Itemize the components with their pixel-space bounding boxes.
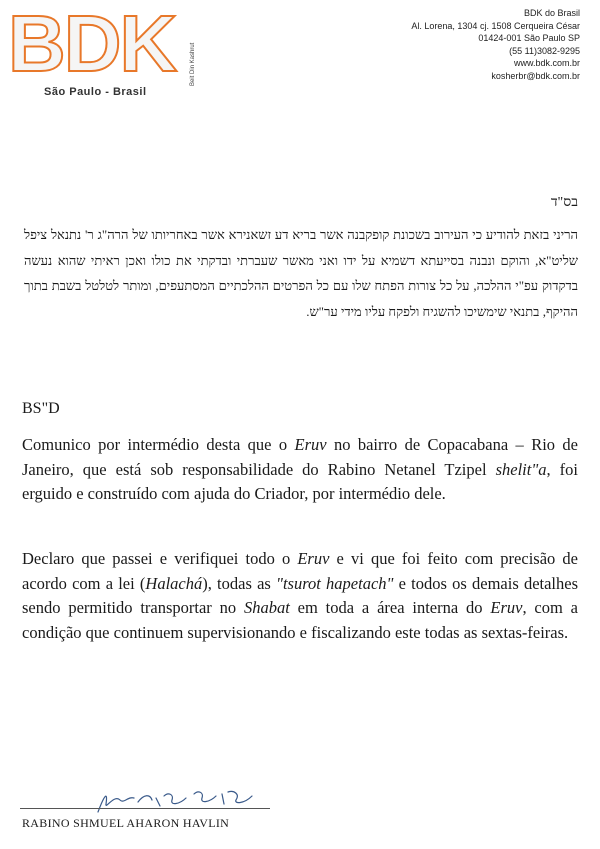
hebrew-heading: בס"ד (550, 195, 578, 210)
address-line-2: 01424-001 São Paulo SP (478, 33, 580, 43)
signature-line (20, 808, 270, 809)
hebrew-paragraph: הריני בזאת להודיע כי העירוב בשכונת קופקבנה אשר בריא דע זשאנירא אשר באחריותו של הרה"ג ר' נתנאל ציפל שליט"א, והוקם ונבנה בסייעתא דשמיא על ידו ואני מאשר שעברתי ובדקתי את כולו ואכן ראיתי שהוא נעשה בדקדוק עפ"י ההלכה, על כל צורות הפתח שלו עם כל הפרטים ההלכתיים המסתעפים, ומותר לטלטל בשבת בתוך ההיקף, בתנאי שימשיכו להשגיח ולפקח עליו מידי ער"ש. (24, 227, 578, 319)
bdk-logo (8, 0, 208, 104)
paragraph-1: Comunico por intermédio desta que o Eruv no bairro de Copacabana – Rio de Janeiro, que está sob responsabilidade do Rabino Netanel Tzipel shelit"a, foi erguido e construído com ajuda do Criador, por intermédio dele. (22, 435, 578, 503)
portuguese-heading: BS"D (22, 400, 60, 417)
paragraph-2: Declaro que passei e verifiquei todo o Eruv e vi que foi feito com precisão de acordo com a lei (Halachá), todas as "tsurot hapetach" e todos os demais detalhes sendo permitido transportar no Shabat em toda a área interna do Eruv, com a condição que continuem supervisionando e fiscalizando este todas as sextas-feiras. (22, 549, 579, 642)
handwritten-signature (94, 786, 274, 816)
contact-block (411, 7, 580, 82)
website: www.bdk.com.br (513, 58, 580, 68)
address-line-1: Al. Lorena, 1304 cj. 1508 Cerqueira César (411, 20, 580, 31)
email: kosherbr@bdk.com.br (491, 70, 580, 81)
phone: (55 11)3082-9295 (509, 45, 580, 56)
logo-text: BDK (8, 0, 176, 88)
logo-side-text: Beit Din Kashrut (190, 42, 196, 86)
signatory-name: RABINO SHMUEL AHARON HAVLIN (22, 816, 230, 830)
org-name: BDK do Brasil (523, 8, 580, 18)
logo-subtitle: São Paulo - Brasil (44, 86, 147, 98)
